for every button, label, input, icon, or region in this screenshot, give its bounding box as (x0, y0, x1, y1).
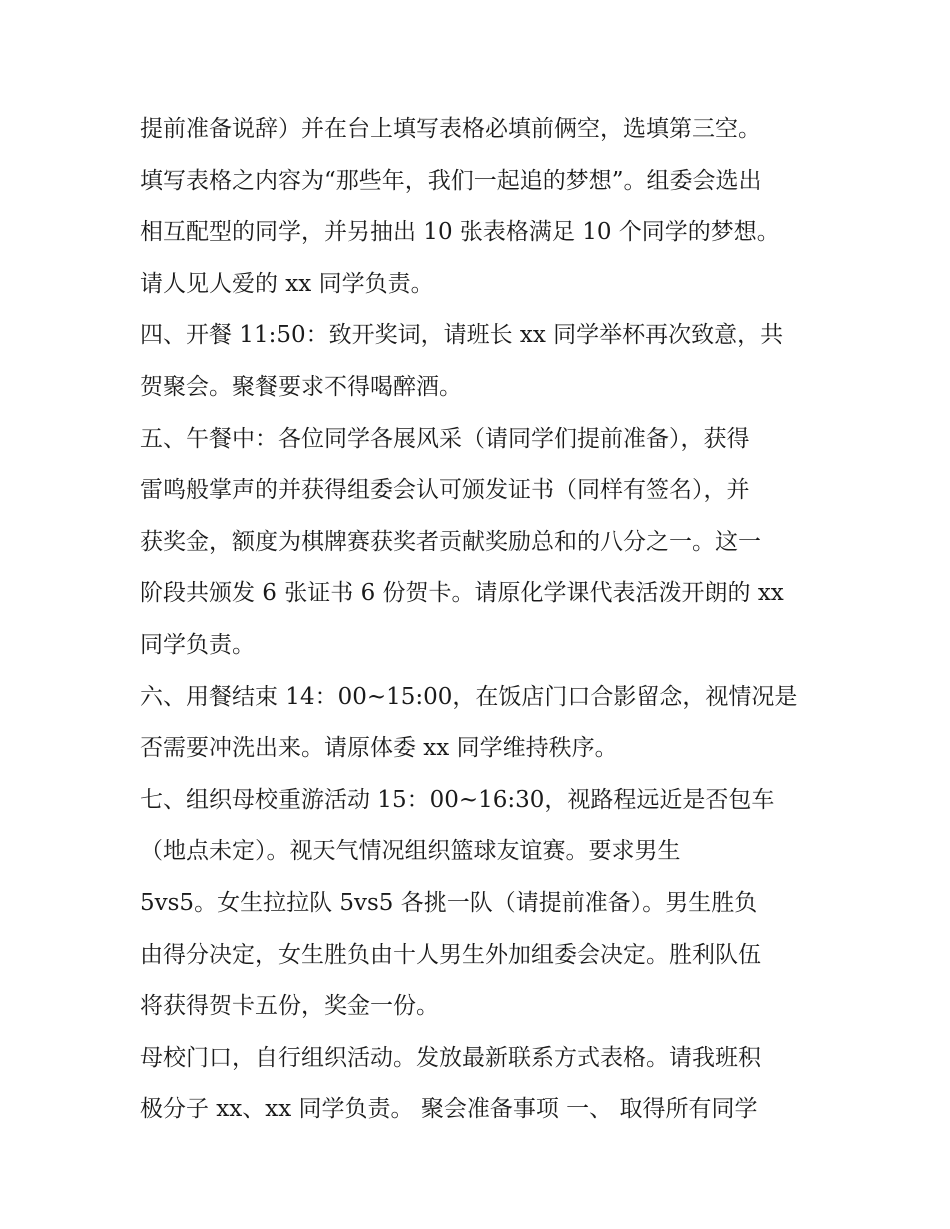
body-text (140, 104, 830, 1136)
text-line: 相互配型的同学，并另抽出 10 张表格满足 10 个同学的梦想。 (140, 219, 780, 246)
text-line: 极分子 xx、xx 同学负责。 聚会准备事项 一、 取得所有同学 (140, 1096, 758, 1123)
text-line: 请人见人爱的 xx 同学负责。 (140, 270, 434, 297)
text-line: 阶段共颁发 6 张证书 6 份贺卡。请原化学课代表活泼开朗的 xx (140, 580, 784, 607)
text-line: 提前准备说辞）并在台上填写表格必填前俩空，选填第三空。 (140, 116, 761, 142)
text-line: 雷鸣般掌声的并获得组委会认可颁发证书（同样有签名），并 (140, 477, 750, 504)
text-line: 将获得贺卡五份，奖金一份。 (140, 993, 439, 1020)
text-line: 5vs5。女生拉拉队 5vs5 各挑一队（请提前准备）。男生胜负 (140, 889, 758, 916)
text-line: 获奖金，额度为棋牌赛获奖者贡献奖励总和的八分之一。这一 (140, 528, 761, 555)
text-line: 四、开餐 11:50：致开奖词，请班长 xx 同学举杯再次致意，共 (140, 322, 784, 349)
text-line: 同学负责。 (140, 631, 255, 658)
text-line: 七、组织母校重游活动 15：00~16:30，视路程远近是否包车 (140, 786, 775, 813)
text-line: 六、用餐结束 14：00~15:00，在饭店门口合影留念，视情况是 (140, 683, 798, 710)
text-line: 五、午餐中：各位同学各展风采（请同学们提前准备），获得 (140, 425, 750, 452)
text-line: 填写表格之内容为“那些年，我们一起追的梦想”。组委会选出 (140, 167, 762, 194)
text-line: 母校门口，自行组织活动。发放最新联系方式表格。请我班积 (140, 1044, 761, 1071)
text-line: 贺聚会。聚餐要求不得喝醉酒。 (140, 373, 462, 400)
text-line: 由得分决定，女生胜负由十人男生外加组委会决定。胜利队伍 (140, 941, 761, 968)
text-line: （地点未定）。视天气情况组织篮球友谊赛。要求男生 (140, 838, 681, 865)
text-line: 否需要冲洗出来。请原体委 xx 同学维持秩序。 (140, 735, 618, 762)
